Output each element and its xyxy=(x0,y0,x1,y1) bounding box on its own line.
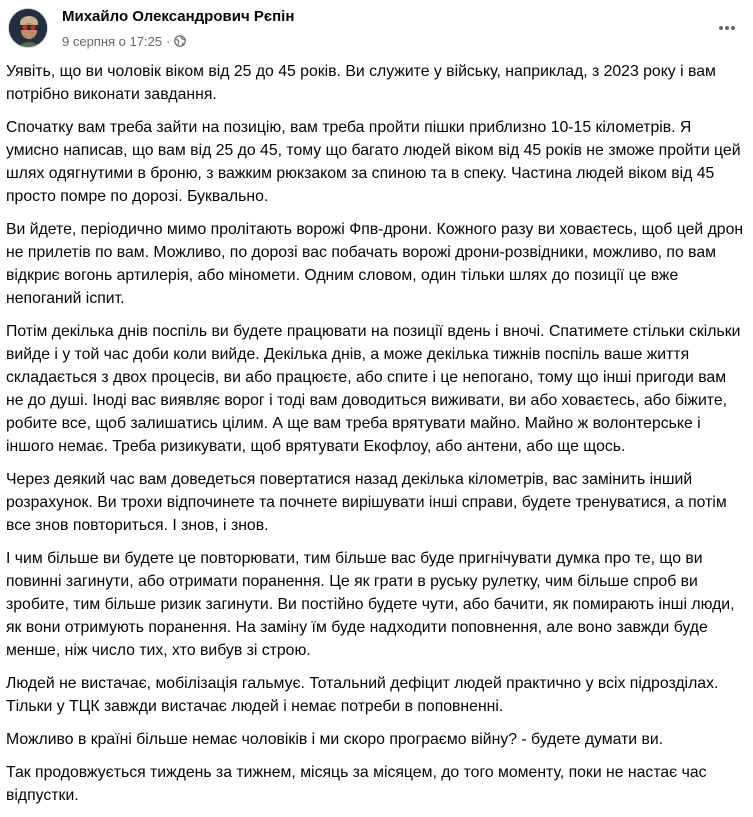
more-options-button[interactable] xyxy=(709,10,745,46)
post-paragraph: Так продовжується тиждень за тижнем, місяць за місяцем, до того моменту, поки не настає час відпустки. xyxy=(6,764,707,804)
post-paragraph: І чим більше ви будете це повторювати, тим більше вас буде пригнічувати думка про те, що ви повинні загинути, або отримати поранення. Це як грати в руську рулетку, чим більше спроб ви зробите, тим більше ризик загинути. Ви постійно будете чути, або бачити, як помирають інші люди, як вони отримують поранення. На заміну їм буде надходити поповнення, але воно завжди буде менше, ніж число тих, хто вибув зі строю. xyxy=(6,550,735,659)
avatar-photo xyxy=(9,9,48,48)
post-paragraph: Потім декілька днів поспіль ви будете працювати на позиції вдень і вночі. Спатимете стільки скільки вийде і у той час доби коли вийде. Декілька днів, а може декілька тижнів поспіль ваше життя складається з двох процесів, ви або працюєте, або спите і це непогано, тому що інші пригоди вам не до душі. Іноді вас виявляє ворог і тоді вам доводиться виживати, ви або ховаєтесь, або біжите, робите все, щоб залишатись цілим. А ще вам треба врятувати майно. Майно ж волонтерське і іншого немає. Треба ризикувати, щоб врятувати Екофлоу, або антени, або ще щось. xyxy=(6,323,741,455)
post-paragraph: Уявіть, що ви чоловік віком від 25 до 45 років. Ви служите у війську, наприклад, з 2023 року і вам потрібно виконати завдання. xyxy=(6,63,716,103)
more-horizontal-icon xyxy=(717,18,737,38)
post-timestamp[interactable]: 9 серпня о 17:25 xyxy=(62,33,163,49)
post-paragraph: Можливо в країні більше немає чоловіків і ми скоро програємо війну? - будете думати ви. xyxy=(6,731,664,748)
post-paragraph: Через деякий час вам доведеться повертатися назад декілька кілометрів, вас замінить інший розрахунок. Ви трохи відпочинете та почнете вирішувати інші справи, будете тренуватися, а потім все знов повториться. І знов, і знов. xyxy=(6,471,727,534)
post-paragraph: Спочатку вам треба зайти на позицію, вам треба пройти пішки приблизно 10-15 кілометрів. Я умисно написав, що вам від 25 до 45, тому що багато людей віком від 45 років не зможе пройти цей шлях одягнутими в броню, з важким рюкзаком за спиною та в спеку. Частина людей віком від 45 просто помре по дорозі. Буквально. xyxy=(6,119,741,205)
post-header xyxy=(0,0,753,60)
globe-icon[interactable] xyxy=(174,35,186,47)
meta-separator: · xyxy=(166,33,171,49)
avatar[interactable] xyxy=(8,8,48,48)
author-name[interactable]: Михайло Олександрович Рєпін xyxy=(62,8,295,25)
post-paragraph: Людей не вистачає, мобілізація гальмує. Тотальний дефіцит людей практично у всіх підрозділах. Тільки у ТЦК завжди вистачає людей і немає потреби в поповненні. xyxy=(6,675,719,715)
post-paragraph: Ви йдете, періодично мимо пролітають ворожі Фпв-дрони. Кожного разу ви ховаєтесь, щоб цей дрон не прилетів по вам. Можливо, по дорозі вас побачать ворожі дрони-розвідники, можливо, по вам відкриє вогонь артилерія, або міномети. Одним словом, один тільки шлях до позиції це вже непоганий іспит. xyxy=(6,221,744,307)
post-meta xyxy=(62,32,186,50)
post-body xyxy=(6,60,747,817)
